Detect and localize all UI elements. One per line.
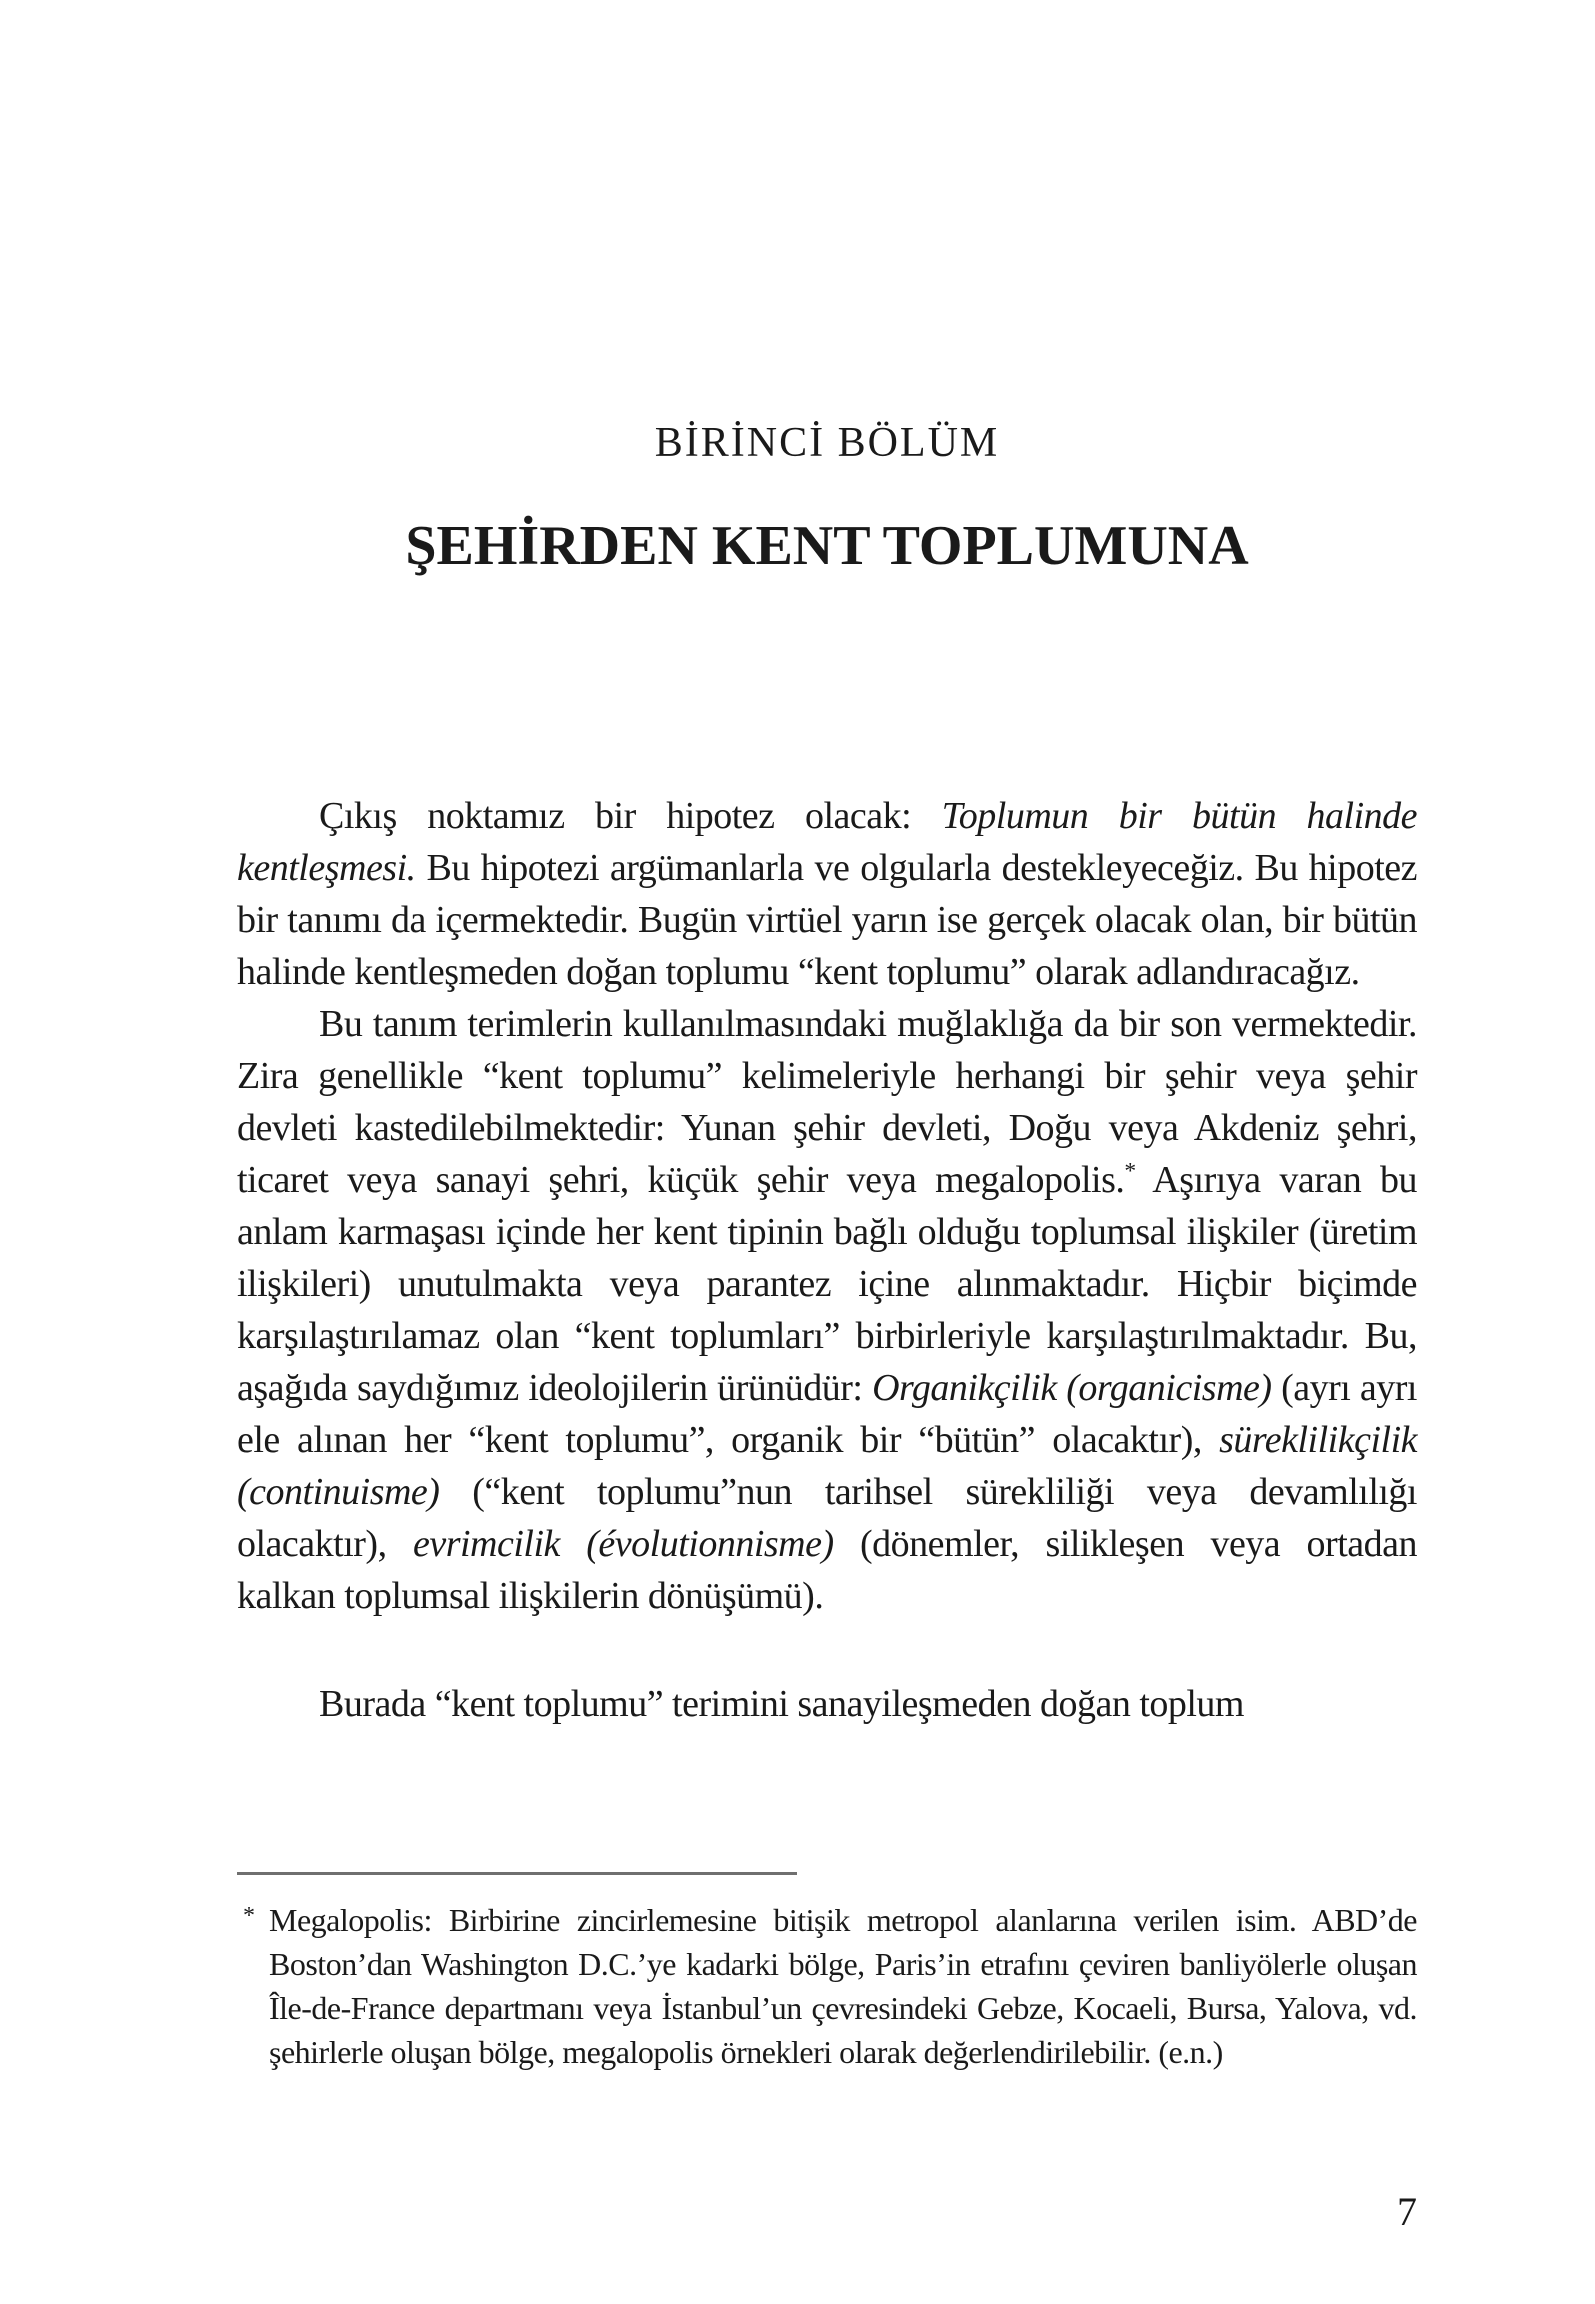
text-run: Bu hipotezi argümanlarla ve olgularla destekleyeceğiz. Bu hipotez bir tanımı da içermektedir. Bugün virtüel yarın ise gerçek olacak olan, bir bütün halinde kentleşmeden doğan toplumu “kent toplumu” olarak adlandıracağız. [237,847,1417,993]
text-run-italic: evrimcilik (évolutionnisme) [412,1523,834,1565]
text-run: Bu tanım terimlerin kullanılmasındaki muğlaklığa da bir son vermektedir. Zira genellikle “kent toplumu” kelimeleriyle herhangi bir şehir veya şehir devleti kastedilebilmektedir: Yunan şehir devleti, Doğu veya Akdeniz şehri, ticaret veya sanayi şehri, küçük şehir veya megalopolis. [237,1003,1417,1201]
footnote-asterisk-marker: * [243,1903,255,1929]
page-title: ŞEHİRDEN KENT TOPLUMUNA [405,515,1249,577]
text-run: Çıkış noktamız bir hipotez olacak: [319,795,942,837]
text-run-italic: Toplumun bir bütün halinde kentleşmesi. [237,795,1417,889]
footnote-text: Megalopolis: Birbirine zincirlemesine bitişik metropol alanlarına verilen isim. ABD’de Boston’dan Washington D.C.’ye kadarki bölge, Paris’in etrafını çeviren banliyölerle oluşan Île-de-France departmanı veya İstanbul’un çevresindeki Gebze, Kocaeli, Bursa, Yalova, vd. şehirlerle oluşan bölge, megalopolis örnekleri olarak değerlendirilebilir. (e.n.) [269,1902,1417,2070]
footnote-reference-marker: * [1124,1158,1136,1185]
body-text [237,790,1417,1730]
text-run-italic: Organikçilik (organicisme) [872,1367,1272,1409]
text-run-italic: süreklilikçilik (continuisme) [237,1419,1417,1513]
footnote [237,1898,1417,2074]
paragraph-3 [237,1678,1417,1730]
paragraph-1 [237,790,1417,998]
footnote-divider [237,1872,797,1875]
text-run: (dönemler, silikleşen veya ortadan kalkan toplumsal ilişkilerin dönüşümü). [237,1523,1417,1617]
chapter-heading: BİRİNCİ BÖLÜM [654,420,1000,466]
text-run: Aşırıya varan bu anlam karmaşası içinde her kent tipinin bağlı olduğu toplumsal ilişkiler (üretim ilişkileri) unutulmakta veya parantez içine alınmaktadır. Hiçbir biçimde karşılaştırılamaz olan “kent toplumları” birbirleriyle karşılaştırılmaktadır. Bu, aşağıda saydığımız ideolojilerin ürünüdür: [237,1159,1417,1409]
text-run: (ayrı ayrı ele alınan her “kent toplumu”, organik bir “bütün” olacaktır), [237,1367,1417,1461]
page-number: 7 [1397,2189,1417,2234]
text-run: Burada “kent toplumu” terimini sanayileşmeden doğan toplum [319,1683,1244,1725]
paragraph-2 [237,998,1417,1622]
text-run: (“kent toplumu”nun tarihsel sürekliliği veya devamlılığı olacaktır), [237,1471,1417,1565]
